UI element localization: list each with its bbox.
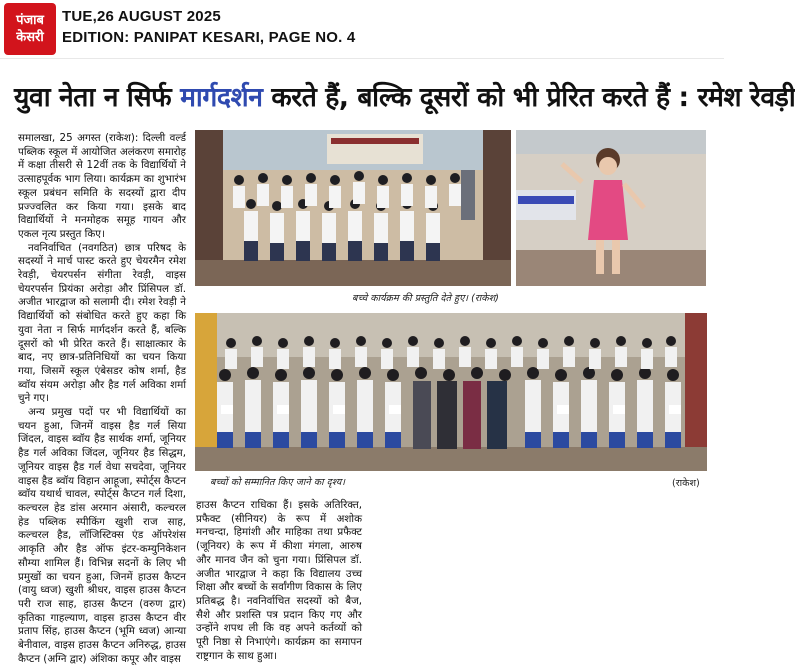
headline-part-1: युवा नेता न सिर्फ — [14, 82, 181, 113]
photo-girl-dancing — [516, 130, 706, 286]
article-headline — [14, 70, 795, 126]
article-paragraph-3: अन्य प्रमुख पदों पर भी विद्यार्थियों का चयन हुआ, जिनमें वाइस हैड गर्ल सिया जिंदल, वाइस ब्वॉय हैड सार्थक शर्मा, जूनियर हैड गर्ल अविका जिंदल, जूनियर हैड सिद्धम, जूनियर वाइस हैड गर्ल वेधा सचदेवा, जूनियर वाइस हैड ब्वॉय विहान आहूजा, स्पोर्ट्स कैप्टन ब्वॉय यथार्थ चावल, स्पोर्ट्स कैप्टन गर्ल दिशा, कल्चरल हेड डांस अरमान अंसारी, कल्चरल हेड पब्लिक स्पीकिंग खुशी राज साह, कल्चरल हैड, लॉजिस्टिक्स एंड ऑपरेशंस आकृति और हैड ऑफ इंटर-कम्युनिकेशन सौम्या शामिल हैं। विभिन्न सदनों के लिए भी प्रमुखों का चयन हुआ, जिनमें हाउस कैप्टन (वायु ध्वज) खुशी श्रीधर, वाइस हाउस कैप्टन परी राज साह, हाउस कैप्टन (वरुण द्वार) कृतिका गाहल्याण, वाइस हाउस कैप्टन वीर प्रताप सिंह, हाउस कैप्टन (भूमि ध्वज) आन्या बेनीवाल, वाइस हाउस कैप्टन अनिरुद्ध, हाउस कैप्टन (अग्नि द्वार) अंशिका कपूर और वाइस — [18, 406, 186, 665]
article-paragraph-2: नवनिर्वाचित (नवगठित) छात्र परिषद के सदस्यों ने मार्च पास्ट करते हुए चेयरमैन रमेश रेवड़ी, चेयरपर्सन संगीता रेवड़ी, वाइस चेयरपर्सन प्रियंका अरोड़ा और प्रिंसिपल डॉ. अजीत भारद्वाज को सलामी दी। रमेश रेवड़ी ने विद्यार्थियों को संबोधित करते हुए कहा कि युवा नेता न सिर्फ मार्गदर्शन करते हैं, बल्कि दूसरों को भी प्रेरित करते हैं। साक्षात्कार के बाद, नए छात्र-प्रतिनिधियों का चयन किया गया, जिसमें स्कूल एंबेसडर कोष शर्मा, हैड ब्वॉय संयम अरोड़ा और हैड गर्ल अविका शर्मा चुने गए। — [18, 241, 186, 405]
masthead — [0, 0, 724, 58]
edition-meta — [62, 6, 355, 48]
headline-highlight: मार्गदर्शन — [180, 82, 263, 113]
article-paragraph-1: समालखा, 25 अगस्त (राकेश): दिल्ली वर्ल्ड पब्लिक स्कूल में आयोजित अलंकरण समारोह में कक्षा तीसरी से 12वीं तक के विद्यार्थियों ने उत्साहपूर्वक भाग लिया। कार्यक्रम का शुभारंभ स्कूल प्रबंधन समिति के सदस्यों द्वारा दीप प्रज्ज्वलित कर किया गया। इसके बाद विद्यार्थियों ने मनमोहक समूह गायन और एकल नृत्य प्रस्तुत किए। — [18, 132, 186, 240]
logo-line-1: पंजाब — [16, 13, 44, 28]
article-column-3 — [370, 499, 532, 669]
article-paragraph-continued: हाउस कैप्टन राधिका हैं। इसके अतिरिक्त, प्रफैक्ट (सीनियर) के रूप में अशोक मनचन्दा, हिमांशी और माहिका तथा प्रफैक्ट (जूनियर) के रूप में कीशा मंगला, आरुष और मानव जैन को चुना गया। प्रिंसिपल डॉ. अजीत भारद्वाज ने कहा कि विद्यालय उच्च शिक्षा और बच्चों के सर्वांगीण विकास के लिए प्रतिबद्ध है। नवनिर्वाचित सदस्यों को बैज, सैशे और प्रशस्ति पत्र प्रदान किए गए और उन्होंने शपथ ली कि वह अपने कर्तव्यों को पूरी निष्ठा से निभाएंगे। कार्यक्रम का समापन राष्ट्रगान के साथ हुआ। — [196, 499, 362, 662]
photo-students-performing — [195, 130, 511, 286]
photo-felicitation-ceremony-image — [195, 313, 707, 471]
photo-3-credit: (राकेश) — [672, 478, 700, 489]
photo-girl-dancing-image — [516, 130, 706, 286]
logo-line-2: केसरी — [16, 30, 44, 45]
punjab-kesari-logo — [4, 3, 56, 55]
headline-part-2: करते हैं, बल्कि दूसरों को भी प्रेरित करते हैं : रमेश रेवड़ी — [262, 82, 795, 113]
edition-info: EDITION: PANIPAT KESARI, PAGE NO. 4 — [62, 29, 356, 46]
photo-felicitation-ceremony — [195, 313, 707, 471]
publication-date: TUE,26 AUGUST 2025 — [62, 8, 221, 25]
masthead-divider — [0, 58, 724, 59]
photo-1-caption: बच्चे कार्यक्रम की प्रस्तुति देते हुए। (राकेश) — [352, 293, 499, 304]
article-column-2 — [196, 499, 362, 669]
photo-students-performing-image — [195, 130, 511, 286]
photo-3-caption: बच्चों को सम्मानित किए जाने का दृश्य। — [210, 477, 345, 488]
article-column-4 — [541, 499, 707, 669]
article-column-1 — [18, 132, 186, 668]
